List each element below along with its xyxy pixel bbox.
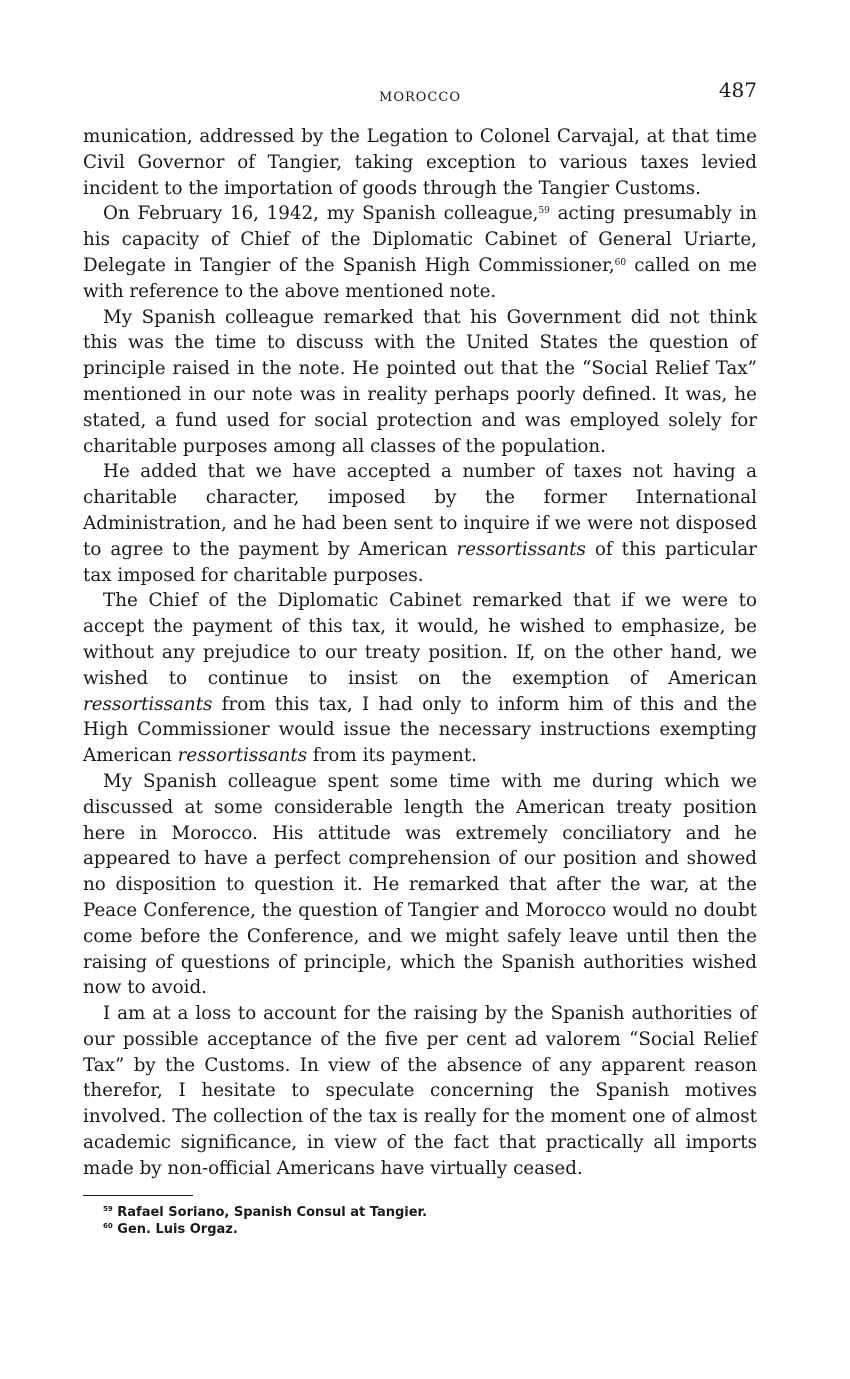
running-head: MOROCCO xyxy=(379,90,461,105)
italic-term: ressortissants xyxy=(177,745,308,767)
paragraph-continuation: munication, addressed by the Legation to Colonel Carvajal, at that time Civil Governor of Tangier, taking exception to various taxes levied incident to the importation of goods through the Tangier Customs. xyxy=(83,126,757,199)
italic-term: ressortissants xyxy=(83,693,213,715)
body-text xyxy=(83,124,757,1182)
page-header xyxy=(83,78,757,108)
footnote-ref-60: 60 xyxy=(614,257,627,268)
footnote-59: $^{59}$ Rafael Soriano, Spanish Consul at Tangier. xyxy=(103,1204,428,1220)
paragraph-motives: I am at a loss to account for the raising by the Spanish authorities of our possible acceptance of the five per cent ad valorem “Social Relief Tax” by the Customs. In view of the absence of any apparent reason therefor, I hesitate to speculate concerning the Spanish motives involved. The collection of the tax is really for the moment one of almost academic significance, in view of the fact that practically all imports made by non-official Americans have virtually ceased. xyxy=(83,1003,757,1179)
page-number: 487 xyxy=(718,78,757,102)
paragraph-february-visit: On February 16, 1942, my Spanish colleague,$^{59}$ acting presumably in his capacity of Chief of the Diplomatic Cabinet of General Uriarte, Delegate in Tangier of the Spanish High Commissioner,$^{60}$ called on me with reference to the above mentioned note. xyxy=(83,203,757,302)
paragraph-social-relief-tax: My Spanish colleague remarked that his Government did not think this was the time to discuss with the United States the question of principle raised in the note. He pointed out that the “Social Relief Tax” mentioned in our note was in reality perhaps poorly defined. It was, he stated, a fund used for social protection and was employed solely for charitable purposes among all classes of the population. xyxy=(83,306,757,457)
paragraph-conciliatory-attitude: My Spanish colleague spent some time with me during which we discussed at some considerable length the American treaty position here in Morocco. His attitude was extremely conciliatory and he appeared to have a perfect comprehension of our position and showed no disposition to question it. He remarked that after the war, at the Peace Conference, the question of Tangier and Morocco would no doubt come before the Conference, and we might safely leave until then the raising of questions of principle, which the Spanish authorities wished now to avoid. xyxy=(83,770,757,999)
document-page xyxy=(83,78,757,1238)
paragraph-treaty-position: The Chief of the Diplomatic Cabinet remarked that if we were to accept the payment of this tax, it would, he wished to emphasize, be without any prejudice to our treaty position. If, on the other hand, we wished to continue to insist on the exemption of American ressortissants from this tax, I had only to inform him of this and the High Commissioner would issue the necessary instructions exempting American ressortissants from its payment. xyxy=(83,590,757,767)
paragraph-charitable-taxes: He added that we have accepted a number of taxes not having a charitable character, imposed by the former International Administration, and he had been sent to inquire if we were not disposed to agree to the payment by American ressortissants of this particular tax imposed for charitable purposes. xyxy=(83,461,757,586)
footnote-60: $^{60}$ Gen. Luis Orgaz. xyxy=(103,1221,238,1237)
footnote-ref-59: 59 xyxy=(538,206,550,217)
footnote-divider xyxy=(83,1195,193,1196)
italic-term: ressortissants xyxy=(456,538,586,560)
